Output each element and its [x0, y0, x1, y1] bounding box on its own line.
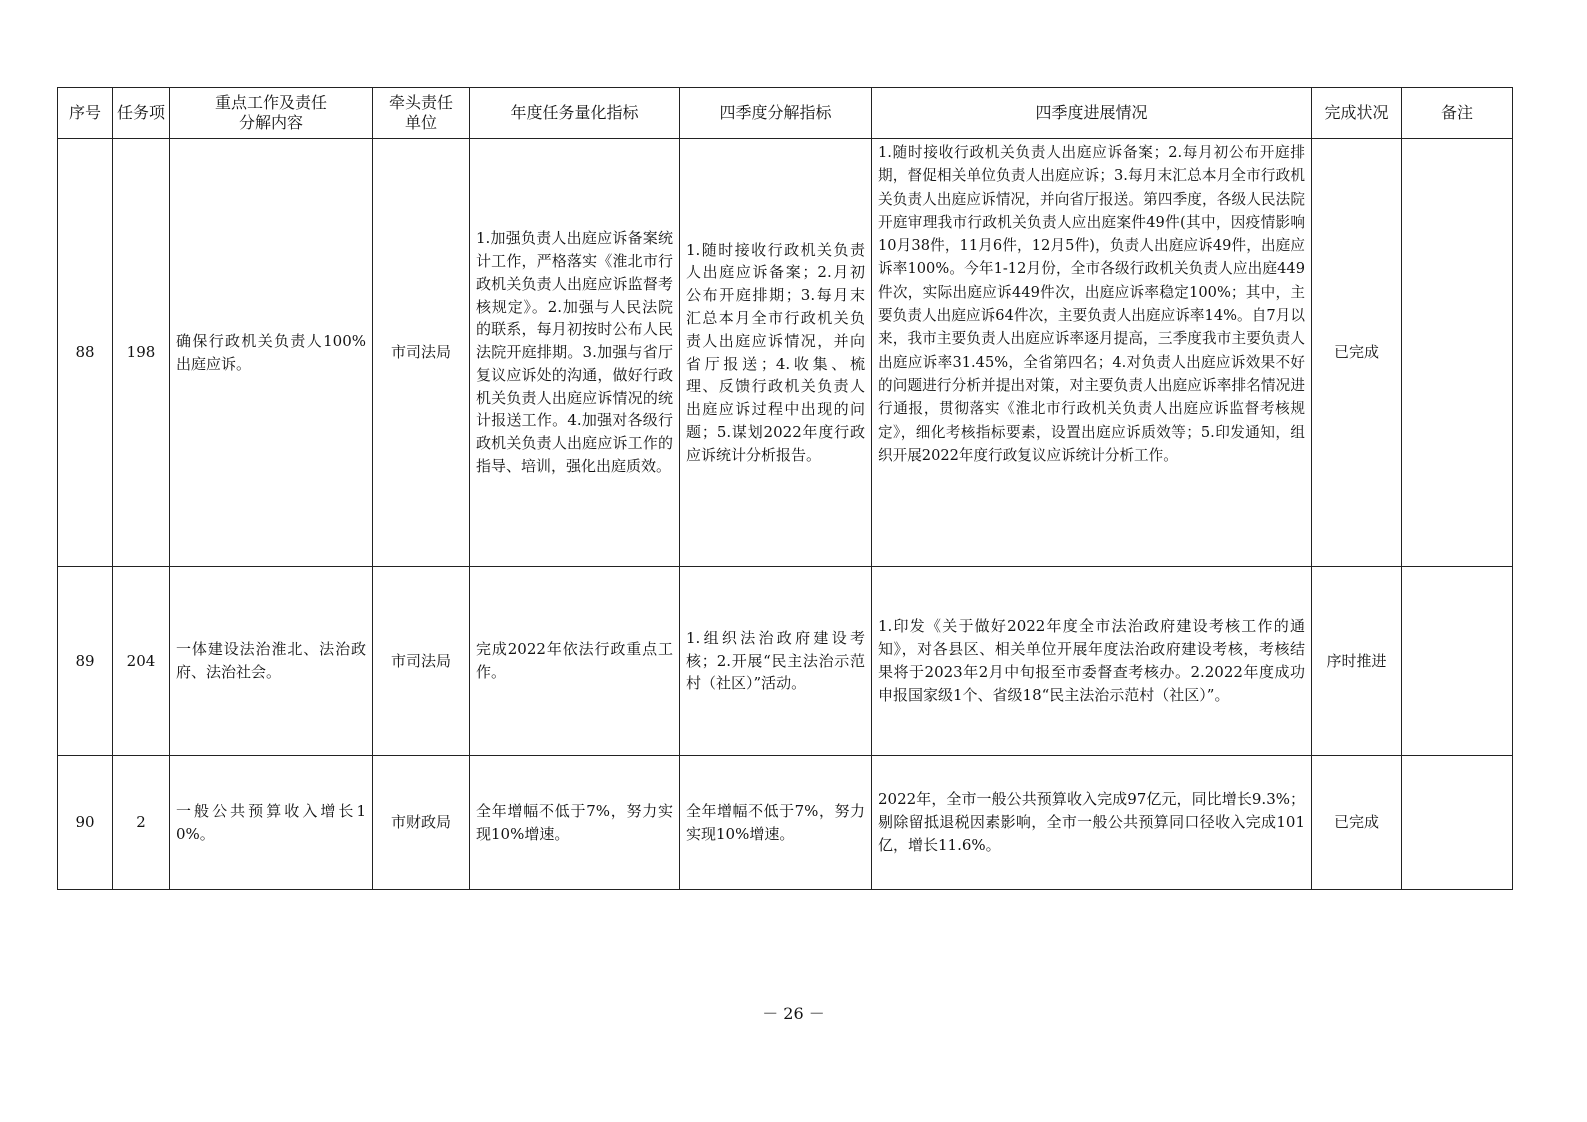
table-row [58, 567, 1513, 756]
header-remark: 备注 [1402, 88, 1513, 139]
table-row [58, 756, 1513, 890]
cell-annual: 全年增幅不低于7%，努力实现10%增速。 [470, 756, 680, 890]
table-header-row [58, 88, 1513, 139]
cell-seq: 89 [58, 567, 113, 756]
page-number: － 26 － [762, 1004, 825, 1023]
header-q4-target: 四季度分解指标 [680, 88, 872, 139]
cell-task: 204 [113, 567, 170, 756]
header-seq: 序号 [58, 88, 113, 139]
header-content [170, 88, 373, 139]
cell-content: 一般公共预算收入增长10%。 [170, 756, 373, 890]
cell-unit: 市司法局 [373, 139, 470, 567]
header-status: 完成状况 [1312, 88, 1402, 139]
cell-status: 已完成 [1312, 139, 1402, 567]
cell-annual: 1.加强负责人出庭应诉备案统计工作，严格落实《淮北市行政机关负责人出庭应诉监督考核规定》。2.加强与人民法院的联系，每月初按时公布人民法院开庭排期。3.加强与省厅复议应诉处的沟通，做好行政机关负责人出庭应诉情况的统计报送工作。4.加强对各级行政机关负责人出庭应诉工作的指导、培训，强化出庭质效。 [470, 139, 680, 567]
cell-q4-progress: 1.随时接收行政机关负责人出庭应诉备案；2.每月初公布开庭排期，督促相关单位负责人出庭应诉；3.每月末汇总本月全市行政机关负责人出庭应诉情况，并向省厅报送。第四季度，各级人民法院开庭审理我市行政机关负责人应出庭案件49件(其中，因疫情影响10月38件，11月6件，12月5件)，负责人出庭应诉49件，出庭应诉率100%。今年1-12月份，全市各级行政机关负责人应出庭449件次，实际出庭应诉449件次，出庭应诉率稳定100%；其中，主要负责人出庭应诉64件次，主要负责人出庭应诉率14%。自7月以来，我市主要负责人出庭应诉率逐月提高，三季度我市主要负责人出庭应诉率31.45%，全省第四名；4.对负责人出庭应诉效果不好的问题进行分析并提出对策，对主要负责人出庭应诉率排名情况进行通报，贯彻落实《淮北市行政机关负责人出庭应诉监督考核规定》，细化考核指标要素，设置出庭应诉质效等；5.印发通知，组织开展2022年度行政复议应诉统计分析工作。 [872, 139, 1312, 567]
cell-q4-target: 1.随时接收行政机关负责人出庭应诉备案；2.月初公布开庭排期；3.每月末汇总本月全市行政机关负责人出庭应诉情况，并向省厅报送；4.收集、梳理、反馈行政机关负责人出庭应诉过程中出现的问题；5.谋划2022年度行政应诉统计分析报告。 [680, 139, 872, 567]
cell-remark [1402, 756, 1513, 890]
cell-content: 一体建设法治淮北、法治政府、法治社会。 [170, 567, 373, 756]
table-row [58, 139, 1513, 567]
cell-remark [1402, 139, 1513, 567]
cell-remark [1402, 567, 1513, 756]
header-unit [373, 88, 470, 139]
cell-q4-target: 1.组织法治政府建设考核；2.开展“民主法治示范村（社区）”活动。 [680, 567, 872, 756]
cell-status: 序时推进 [1312, 567, 1402, 756]
header-unit-line2: 单位 [404, 113, 437, 132]
cell-q4-target: 全年增幅不低于7%，努力实现10%增速。 [680, 756, 872, 890]
cell-q4-progress: 2022年，全市一般公共预算收入完成97亿元，同比增长9.3%；剔除留抵退税因素影响，全市一般公共预算同口径收入完成101亿，增长11.6%。 [872, 756, 1312, 890]
cell-content: 确保行政机关负责人100%出庭应诉。 [170, 139, 373, 567]
header-annual: 年度任务量化指标 [470, 88, 680, 139]
cell-q4-progress: 1.印发《关于做好2022年度全市法治政府建设考核工作的通知》，对各县区、相关单位开展年度法治政府建设考核，考核结果将于2023年2月中旬报至市委督查考核办。2.2022年度成功申报国家级1个、省级18“民主法治示范村（社区）”。 [872, 567, 1312, 756]
cell-unit: 市财政局 [373, 756, 470, 890]
cell-status: 已完成 [1312, 756, 1402, 890]
cell-seq: 90 [58, 756, 113, 890]
header-unit-line1: 牵头责任 [388, 93, 453, 112]
header-q4-progress: 四季度进展情况 [872, 88, 1312, 139]
header-task: 任务项 [113, 88, 170, 139]
header-content-line2: 分解内容 [238, 113, 303, 132]
cell-unit: 市司法局 [373, 567, 470, 756]
cell-task: 2 [113, 756, 170, 890]
cell-seq: 88 [58, 139, 113, 567]
cell-task: 198 [113, 139, 170, 567]
header-content-line1: 重点工作及责任 [214, 93, 327, 112]
cell-annual: 完成2022年依法行政重点工作。 [470, 567, 680, 756]
task-progress-table [57, 87, 1513, 890]
